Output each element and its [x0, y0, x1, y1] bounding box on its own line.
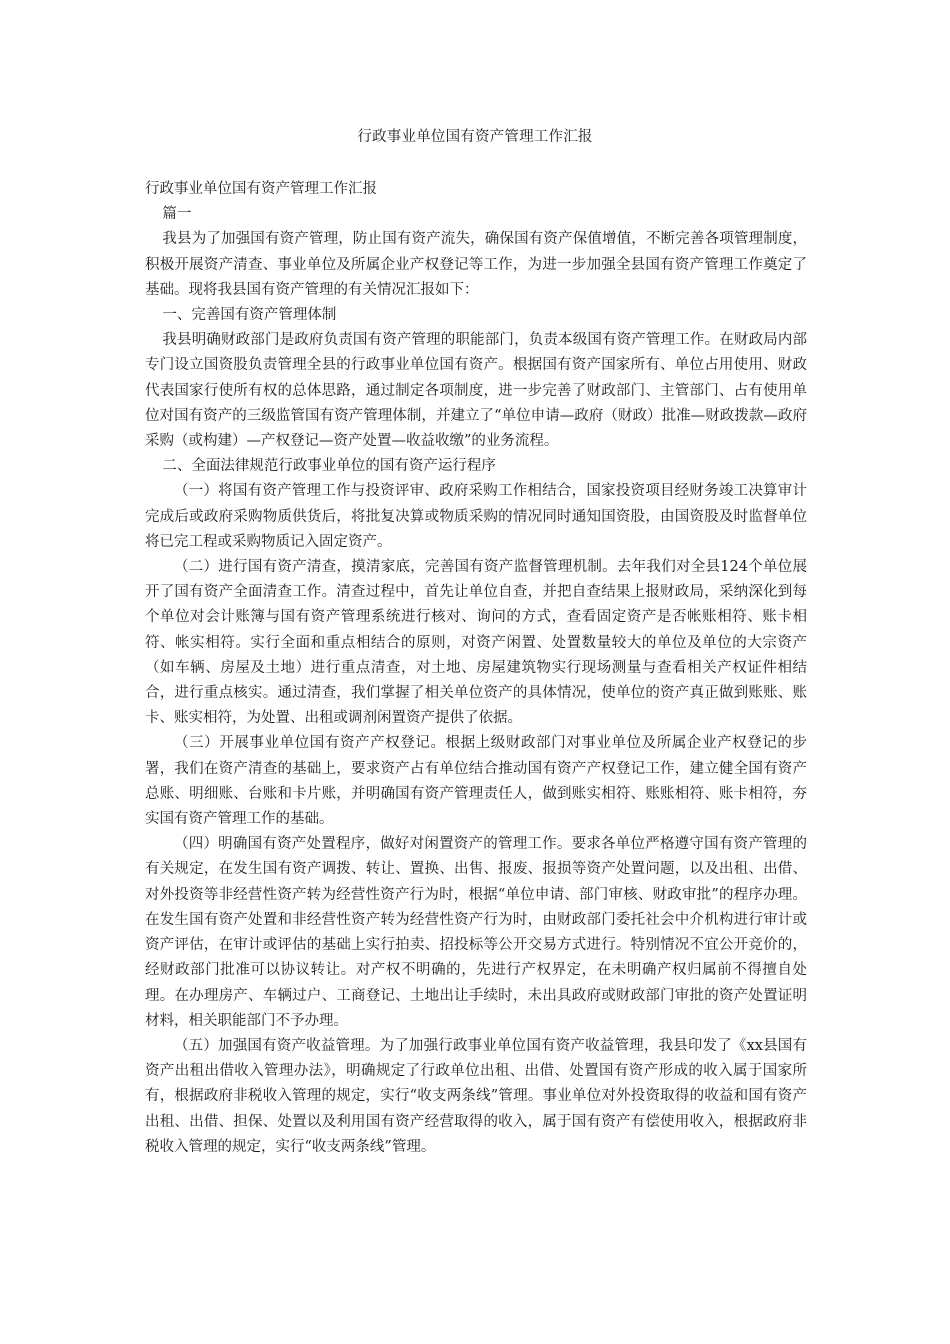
paragraph-item-5: （五）加强国有资产收益管理。为了加强行政事业单位国有资产收益管理，我县印发了《xx县国有资产出租出借收入管理办法》，明确规定了行政单位出租、出借、处置国有资产形成的收入属于国家所有，根据政府非税收入管理的规定，实行“收支两条线”管理。事业单位对外投资取得的收益和国有资产出租、出借、担保、处置以及利用国有资产经营取得的收入，属于国有资产有偿使用收入，根据政府非税收入管理的规定，实行“收支两条线”管理。 [145, 1037, 807, 1155]
section-heading-2: 二、全面法律规范行政事业单位的国有资产运行程序 [162, 458, 496, 475]
paragraph-item-1: （一）将国有资产管理工作与投资评审、政府采购工作相结合，国家投资项目经财务竣工决算审计完成后或政府采购物质供货后，将批复决算或物质采购的情况同时通知国资股，由国资股及时监督单位将已完工程或采购物质记入固定资产。 [145, 483, 807, 550]
section-heading-1: 一、完善国有资产管理体制 [162, 307, 337, 324]
paragraph-section-1: 我县明确财政部门是政府负责国有资产管理的职能部门，负责本级国有资产管理工作。在财政局内部专门设立国资股负责管理全县的行政事业单位国有资产。根据国有资产国家所有、单位占用使用、财政代表国家行使所有权的总体思路，通过制定各项制度，进一步完善了财政部门、主管部门、占有使用单位对国有资产的三级监管国有资产管理体制，并建立了“单位申请—政府（财政）批准—财政拨款—政府采购（或构建）—产权登记—资产处置—收益收缴”的业务流程。 [145, 332, 807, 450]
paragraph-item-3: （三）开展事业单位国有资产产权登记。根据上级财政部门对事业单位及所属企业产权登记的步署，我们在资产清查的基础上，要求资产占有单位结合推动国有资产产权登记工作，建立健全国有资产总账、明细账、台账和卡片账，并明确国有资产管理责任人，做到账实相符、账账相符、账卡相符，夯实国有资产管理工作的基础。 [145, 735, 807, 828]
paragraph-intro: 我县为了加强国有资产管理，防止国有资产流失，确保国有资产保值增值，不断完善各项管理制度，积极开展资产清查、事业单位及所属企业产权登记等工作，为进一步加强全县国有资产管理工作奠定了基础。现将我县国有资产管理的有关情况汇报如下： [145, 231, 807, 298]
paragraph-item-4: （四）明确国有资产处置程序，做好对闲置资产的管理工作。要求各单位严格遵守国有资产管理的有关规定，在发生国有资产调拨、转让、置换、出售、报废、报损等资产处置问题，以及出租、出借、对外投资等非经营性资产转为经营性资产行为时，根据“单位申请、部门审核、财政审批”的程序办理。在发生国有资产处置和非经营性资产转为经营性资产行为时，由财政部门委托社会中介机构进行审计或资产评估，在审计或评估的基础上实行拍卖、招投标等公开交易方式进行。特别情况不宜公开竞价的，经财政部门批准可以协议转让。对产权不明确的，先进行产权界定，在未明确产权归属前不得擅自处理。在办理房产、车辆过户、工商登记、土地出让手续时，未出具政府或财政部门审批的资产处置证明材料，相关职能部门不予办理。 [145, 836, 807, 1029]
document-title: 行政事业单位国有资产管理工作汇报 [357, 129, 593, 145]
paragraph-item-2: （二）进行国有资产清查，摸清家底，完善国有资产监督管理机制。去年我们对全县124个单位展开了国有资产全面清查工作。清查过程中，首先让单位自查，并把自查结果上报财政局，采纳深化到每个单位对会计账簿与国有资产管理系统进行核对、询问的方式，查看固定资产是否帐账相符、账卡相符、帐实相符。实行全面和重点相结合的原则，对资产闲置、处置数量较大的单位及单位的大宗资产（如车辆、房屋及土地）进行重点清查，对土地、房屋建筑物实行现场测量与查看相关产权证件相结合，进行重点核实。通过清查，我们掌握了相关单位资产的具体情况，使单位的资产真正做到账账、账卡、账实相符，为处置、出租或调剂闲置资产提供了依据。 [145, 559, 807, 727]
part-label: 篇一 [162, 206, 192, 223]
document-body [145, 177, 807, 1160]
document-subtitle: 行政事业单位国有资产管理工作汇报 [145, 181, 377, 197]
